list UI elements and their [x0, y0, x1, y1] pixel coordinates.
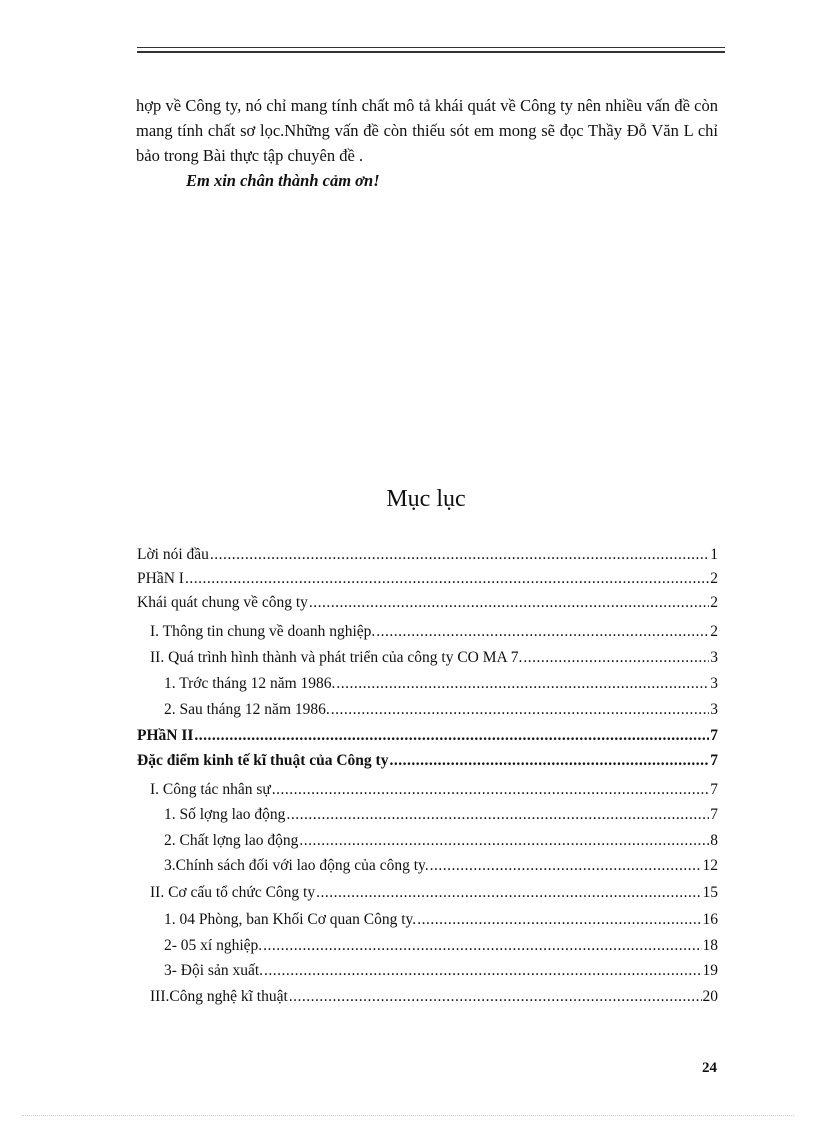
toc-entry-page: 20: [702, 988, 718, 1005]
toc-entry-label: I. Thông tin chung về doanh nghiệp.: [150, 623, 376, 640]
toc-entry-page: 3: [710, 649, 718, 666]
toc-leader-dots: [523, 649, 709, 667]
toc-leader-dots: [430, 857, 702, 875]
toc-leader-dots: [417, 911, 701, 929]
toc-entry[interactable]: [150, 884, 718, 906]
toc-entry-label: PHầN II: [137, 727, 194, 744]
toc-entry[interactable]: [150, 781, 718, 803]
toc-entry[interactable]: [164, 806, 718, 828]
toc-entry-label: III.Công nghệ kĩ thuật: [150, 988, 288, 1005]
toc-entry[interactable]: [150, 988, 718, 1010]
toc-leader-dots: [263, 937, 701, 955]
toc-entry[interactable]: [137, 546, 718, 568]
toc-entry-label: 1. Trớc tháng 12 năm 1986.: [164, 675, 336, 692]
toc-entry-page: 18: [702, 937, 718, 954]
toc-entry[interactable]: [137, 594, 718, 616]
toc-entry-page: 16: [702, 911, 718, 928]
closing-line: Em xin chân thành cảm ơn!: [186, 171, 380, 190]
toc-leader-dots: [316, 884, 701, 902]
toc-entry-page: 2: [710, 623, 718, 640]
page-number: 24: [702, 1060, 717, 1076]
toc-entry-label: Lời nói đầu: [137, 546, 209, 563]
toc-entry[interactable]: [137, 727, 718, 749]
toc-entry-page: 8: [710, 832, 718, 849]
toc-entry[interactable]: [150, 649, 718, 671]
toc-entry-page: 1: [710, 546, 718, 563]
toc-entry-label: Khái quát chung về công ty: [137, 594, 308, 611]
toc-entry-label: PHầN I: [137, 570, 184, 587]
toc-entry[interactable]: [164, 675, 718, 697]
toc-entry-page: 7: [710, 727, 718, 744]
toc-entry-label: 3- Đội sản xuất.: [164, 962, 264, 979]
toc-entry-page: 2: [710, 594, 718, 611]
header-rule-top: [137, 47, 725, 48]
toc-entry-label: 2- 05 xí nghiệp.: [164, 937, 263, 954]
toc-leader-dots: [389, 752, 709, 770]
toc-entry-label: 3.Chính sách đối với lao động của công ty.: [164, 857, 429, 874]
toc-leader-dots: [286, 806, 709, 824]
toc-leader-dots: [299, 832, 709, 850]
toc-entry-page: 7: [710, 806, 718, 823]
toc-entry[interactable]: [164, 962, 718, 984]
toc-entry-label: 2. Sau tháng 12 năm 1986.: [164, 701, 330, 718]
toc-leader-dots: [194, 727, 709, 745]
toc-leader-dots: [264, 962, 701, 980]
toc-leader-dots: [272, 781, 709, 799]
toc-leader-dots: [376, 623, 709, 641]
toc-entry[interactable]: [150, 623, 718, 645]
toc-entry-page: 3: [710, 701, 718, 718]
toc-entry[interactable]: [137, 570, 718, 592]
toc-entry-page: 19: [702, 962, 718, 979]
toc-entry-label: 1. Số lợng lao động: [164, 806, 286, 823]
toc-entry[interactable]: [164, 857, 718, 879]
toc-entry-page: 12: [702, 857, 718, 874]
body-paragraph: hợp về Công ty, nó chỉ mang tính chất mô tả khái quát về Công ty nên nhiều vấn đề còn mang tính chất sơ lọc.Những vấn đề còn thiếu sót em mong sẽ đọc Thầy Đỗ Văn L chỉ bảo trong Bài thực tập chuyên đề .: [136, 96, 718, 165]
toc-entry[interactable]: [137, 752, 718, 774]
toc-entry-label: 2. Chất lợng lao động: [164, 832, 299, 849]
toc-leader-dots: [210, 546, 709, 564]
toc-entry-page: 7: [710, 752, 718, 769]
toc-leader-dots: [185, 570, 709, 588]
toc-entry[interactable]: [164, 832, 718, 854]
toc-entry[interactable]: [164, 937, 718, 959]
toc-entry-label: II. Quá trình hình thành và phát triển của công ty CO MA 7.: [150, 649, 523, 666]
toc-entry[interactable]: [164, 911, 718, 933]
toc-leader-dots: [336, 675, 709, 693]
toc-leader-dots: [331, 701, 710, 719]
toc-entry-page: 2: [710, 570, 718, 587]
toc-leader-dots: [289, 988, 702, 1006]
toc-leader-dots: [309, 594, 709, 612]
toc-title: Mục lục: [386, 486, 466, 512]
toc-entry-page: 7: [710, 781, 718, 798]
header-rule-bottom: [137, 51, 725, 53]
footer-dotted-rule: [22, 1115, 794, 1116]
toc-entry-label: 1. 04 Phòng, ban Khối Cơ quan Công ty.: [164, 911, 417, 928]
toc-entry-label: I. Công tác nhân sự: [150, 781, 271, 798]
toc-entry-page: 15: [702, 884, 718, 901]
toc-entry-label: II. Cơ cấu tổ chức Công ty: [150, 884, 316, 901]
toc-entry-label: Đặc điểm kinh tế kĩ thuật của Công ty: [137, 752, 389, 769]
toc-entry[interactable]: [164, 701, 718, 723]
toc-entry-page: 3: [710, 675, 718, 692]
